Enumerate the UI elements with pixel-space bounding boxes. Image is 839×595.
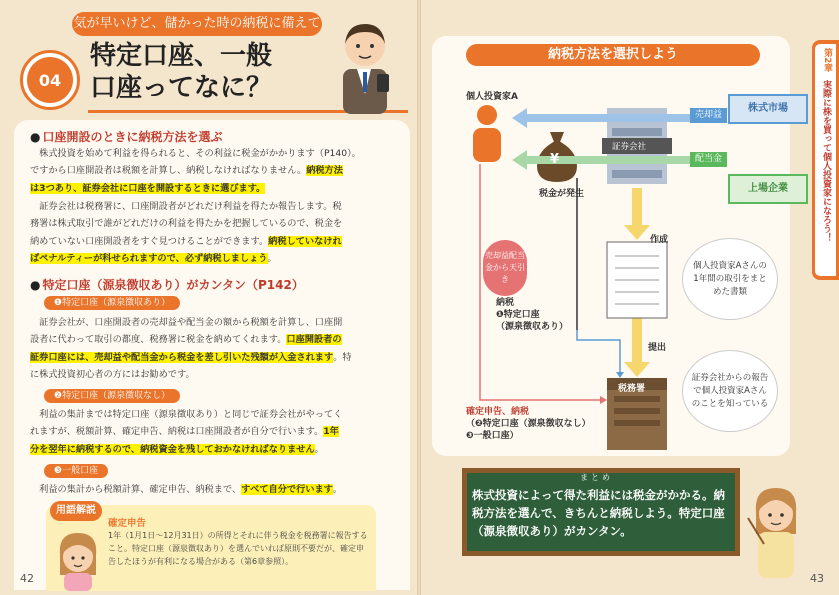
section-1-heading: ● 口座開設のときに納税方法を選ぶ: [30, 130, 223, 144]
glossary-badge: 用語解説: [50, 501, 102, 521]
chapter-text: 実際に株を買って個人投資家になろう！: [821, 80, 831, 242]
section-1-paragraph-1: 株式投資を始めて利益を得られると、その利益に税金がかかります（P140）。 ですから口座開設者は税額を計算し、納税しなければなりません。納税方法 は3つあり、証券会社に口座を開設するときに選びます。: [30, 148, 361, 194]
specific-no-withholding-text: 利益の集計までは特定口座（源泉徴収あり）と同じで証券会社がやってく れますが、税額計算、確定申告、納税は口座開設者が自分で行います。1年 分を翌年に納税するので、納税資金を残しておかなければなりません。: [30, 409, 343, 455]
summary-label: まとめ: [580, 473, 613, 482]
investor-figure: [473, 105, 501, 162]
market-box: 株式市場: [728, 94, 808, 124]
page-title: [90, 40, 272, 104]
self-filing-arrow-head: [600, 396, 607, 404]
create-arrow-head: [624, 225, 650, 240]
page-number-left: 42: [20, 572, 34, 585]
subtitle-banner: 気が早いけど、儲かった時の納税に備えて: [72, 12, 322, 36]
company-box: 上場企業: [728, 174, 808, 204]
book-spine: [417, 0, 421, 595]
withheld-bubble: 売却益配当金から天引き: [483, 240, 527, 296]
tax-office-bubble: 証券会社からの報告で個人投資家Aさんのことを知っている: [682, 350, 778, 432]
document-bubble: 個人投資家Aさんの1年間の取引をまとめた書類: [682, 238, 778, 320]
section-2-heading: ● 特定口座（源泉徴収あり）がカンタン（P142）: [30, 278, 304, 292]
businessman-illustration: [325, 14, 403, 114]
pill-specific-withholding: ❶特定口座（源泉徴収あり）: [44, 296, 180, 310]
title-line-1: 特定口座、一般: [90, 41, 273, 71]
section-1-paragraph-2: 証券会社は税務署に、口座開設者がどれだけ利益を得たか報告します。税 務署は株式取引で誰がどれだけの利益を得たかを把握しているので、税金を 納めていない口座開設者をすぐ見つけることができます。納税していなけれ ばペナルティーが科せられますので、必ず納税しましょう。: [30, 201, 343, 265]
specific-withholding-text: 証券会社が、口座開設者の売却益や配当金の額から税額を計算し、口座開 設者に代わって取引の都度、税務署に税金を納めてくれます。口座開設者の 証券口座には、売却益や配当金から税金を差し引いた残額が入金されます。特 に株式投資初心者の方にはお勧めです。: [30, 317, 352, 381]
tax-office-label: 税務署: [618, 384, 646, 394]
general-account-text: 利益の集計から税額計算、確定申告、納税まで、すべて自分で行います。: [30, 484, 343, 495]
diagram-title: 納税方法を選択しよう: [466, 44, 760, 66]
glossary-description: 1年（1月1日〜12月31日）の所得とそれに伴う税金を税務署に報告すること。特定口座（源泉徴収あり）を選んでいれば原則不要だが、確定申告したほうが有利になる場合がある（第6章参照）。: [108, 531, 368, 566]
tax-occurs-label: 税金が発生: [539, 189, 585, 199]
pill-specific-no-withholding: ❷特定口座（源泉徴収なし）: [44, 389, 180, 403]
submit-arrow-head: [624, 362, 650, 377]
investor-label: 個人投資家A: [466, 92, 518, 102]
glossary-term: 確定申告: [108, 518, 147, 529]
section-number: 04: [27, 57, 73, 103]
withholding-line: [577, 330, 620, 376]
sale-profit-tag: 売却益: [690, 108, 727, 123]
summary-text: 株式投資によって得た利益には税金がかかる。納税方法を選んで、きちんと納税しよう。特定口座（源泉徴収あり）がカンタン。: [472, 488, 725, 538]
yen-symbol: ¥: [550, 152, 560, 167]
document-icon: [607, 242, 667, 318]
submit-arrow-shaft: [632, 318, 642, 364]
chapter-label: 第2章: [822, 48, 832, 73]
dividend-tag: 配当金: [690, 152, 727, 167]
self-filing-label: 確定申告、納税 （❷特定口座（源泉徴収なし） ❸一般口座）: [466, 407, 591, 441]
teacher-illustration: [740, 478, 810, 578]
woman-illustration: [52, 525, 104, 591]
submit-label: 提出: [648, 343, 667, 353]
section-number-badge: [20, 50, 80, 110]
withholding-arrow-head: [616, 372, 624, 378]
bullet-dot-icon: ●: [30, 278, 41, 292]
glossary-box: [46, 505, 376, 591]
create-arrow-shaft: [632, 188, 642, 228]
page-number-right: 43: [810, 572, 824, 585]
create-label: 作成: [650, 235, 669, 245]
securities-label: 証券会社: [612, 142, 647, 152]
withholding-payment-label: 納税 ❶特定口座 （源泉徴収あり）: [496, 298, 569, 332]
title-line-2: 口座ってなに？: [90, 73, 273, 103]
pill-general-account: ❸一般口座: [44, 464, 108, 478]
bullet-dot-icon: ●: [30, 130, 41, 144]
